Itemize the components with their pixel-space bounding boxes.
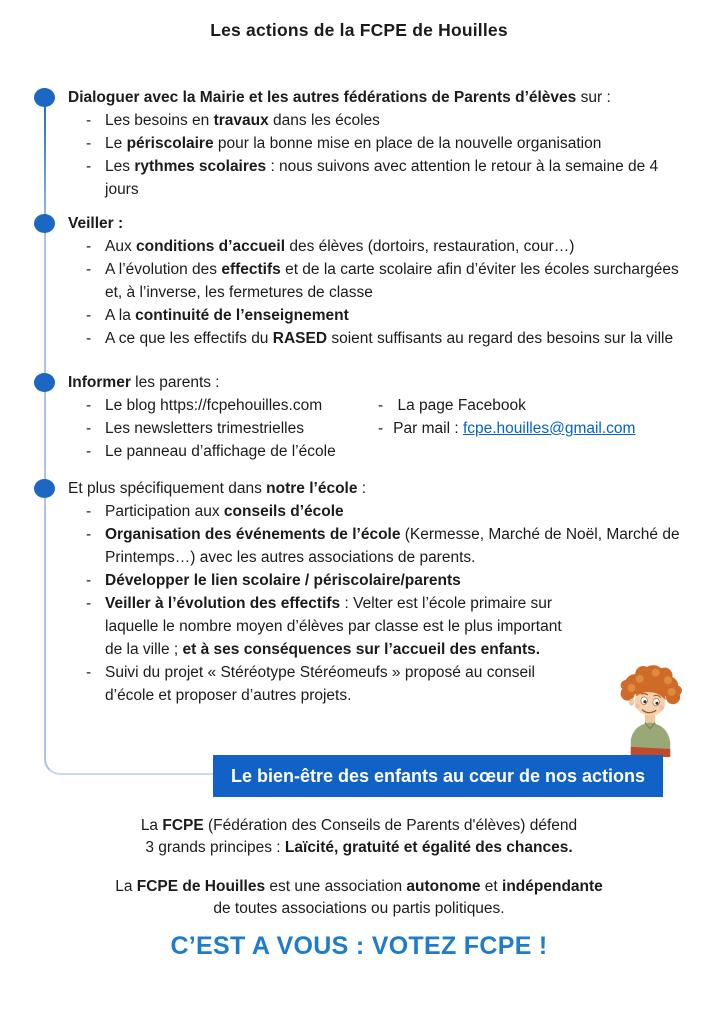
- list-item-text: [105, 440, 680, 463]
- list-item: [86, 394, 680, 417]
- section-header: [68, 477, 680, 500]
- text-run: autonome: [406, 878, 481, 895]
- bullet-list: [86, 394, 680, 463]
- timeline-dot-icon: [34, 214, 55, 233]
- text-run: : Velter est l’école primaire sur laquelle le nombre moyen d’élèves par classe est le plus important de la ville ;: [105, 595, 562, 658]
- list-item-text: [105, 394, 680, 417]
- bullet-dash: -: [86, 664, 92, 681]
- paragraph-line: [0, 837, 718, 859]
- timeline-dot-icon: [34, 479, 55, 498]
- list-item-text: [105, 235, 680, 258]
- list-item-text: [105, 304, 680, 327]
- text-run: Organisation des événements de l’école: [105, 526, 401, 543]
- text-run: Informer: [68, 374, 131, 391]
- banner-bien-etre: Le bien-être des enfants au cœur de nos actions: [213, 755, 663, 797]
- actions-timeline: [68, 86, 680, 707]
- bullet-dash: -: [86, 261, 92, 278]
- bullet-dash: -: [86, 330, 92, 347]
- bullet-dash: -: [86, 526, 92, 543]
- bullet-list: [86, 109, 680, 201]
- list-item: [86, 109, 680, 132]
- text-run: Le: [105, 135, 127, 152]
- text-run: :: [357, 480, 367, 497]
- list-item: [86, 440, 680, 463]
- timeline-section: [68, 371, 680, 463]
- bullet-dash: -: [86, 307, 92, 324]
- list-item-text: [105, 132, 680, 155]
- timeline-section: [68, 86, 680, 201]
- list-item: [86, 155, 680, 201]
- text-run: Aux: [105, 238, 137, 255]
- list-item: [86, 500, 680, 523]
- bullet-dash: -: [86, 112, 92, 129]
- section-header: [68, 212, 680, 235]
- text-run: (Kermesse, Marché de Noël, Marché de Printemps…) avec les autres associations de parents.: [105, 526, 680, 566]
- bullet-dash: -: [86, 420, 92, 437]
- text-run: soient suffisants au regard des besoins sur la ville: [327, 330, 674, 347]
- paragraph-line: [0, 898, 718, 920]
- text-run: La: [140, 817, 163, 834]
- bullet-dash: -: [86, 595, 92, 612]
- paragraph-line: [0, 876, 718, 898]
- timeline-dot-icon: [34, 373, 55, 392]
- list-item-text: [105, 592, 579, 661]
- bullet-dash: -: [86, 238, 92, 255]
- vote-cta-heading: C’EST A VOUS : VOTEZ FCPE !: [170, 932, 548, 960]
- bullet-dash: -: [86, 158, 92, 175]
- list-item-text: [105, 661, 551, 707]
- text-run: pour la bonne mise en place de la nouvelle organisation: [213, 135, 602, 152]
- text-run: conditions d’accueil: [136, 238, 286, 255]
- text-run: Par mail :: [393, 420, 463, 437]
- text-run: est une association: [265, 878, 407, 895]
- list-item: [86, 258, 680, 304]
- timeline-section: [68, 477, 680, 707]
- list-item: [86, 592, 680, 661]
- bullet-dash: -: [86, 572, 92, 589]
- list-item: [86, 417, 680, 440]
- list-item: [86, 235, 680, 258]
- text-run: (Fédération des Conseils de Parents d'élèves) défend: [203, 817, 578, 834]
- section-header: [68, 371, 680, 394]
- text-run: de toutes associations ou partis politiques.: [213, 900, 505, 917]
- text-run: A ce que les effectifs du: [105, 330, 273, 347]
- text-run: Le panneau d’affichage de l’école: [105, 443, 336, 460]
- list-item-text: [105, 417, 680, 440]
- text-run: continuité de l’enseignement: [135, 307, 349, 324]
- text-run: 3 grands principes :: [145, 839, 285, 856]
- paragraph-line: [0, 815, 718, 837]
- text-run: sur :: [576, 89, 611, 106]
- paragraph-fcpe-independence: [0, 876, 718, 920]
- text-run: FCPE: [162, 817, 204, 834]
- text-run: Veiller à l’évolution des effectifs: [105, 595, 341, 612]
- list-item: [86, 327, 680, 350]
- text-run: périscolaire: [126, 135, 214, 152]
- page-title: Les actions de la FCPE de Houilles: [210, 20, 508, 40]
- text-run: dans les écoles: [268, 112, 380, 129]
- text-run: indépendante: [502, 878, 603, 895]
- text-run: Les besoins en: [105, 112, 214, 129]
- bullet-dash: -: [86, 503, 92, 520]
- list-item-text: [105, 258, 680, 304]
- list-item-left-column: [105, 394, 378, 417]
- bullet-dash: -: [86, 135, 92, 152]
- timeline-dot-icon: [34, 88, 55, 107]
- list-item: [86, 132, 680, 155]
- text-run: rythmes scolaires: [134, 158, 267, 175]
- text-run: La: [115, 878, 137, 895]
- text-run: Veiller :: [68, 215, 124, 232]
- text-run: Les: [105, 158, 135, 175]
- text-run: les parents :: [130, 374, 220, 391]
- text-run: et à ses conséquences sur l’accueil des enfants.: [182, 641, 541, 658]
- list-item-text: [105, 109, 680, 132]
- text-run: Les newsletters trimestrielles: [105, 420, 304, 437]
- text-run: Développer le lien scolaire / périscolaire/parents: [105, 572, 461, 589]
- text-run: conseils d’école: [223, 503, 344, 520]
- text-run: et de la carte scolaire afin d’éviter les écoles surchargées et, à l’inverse, les fermetures de classe: [105, 261, 679, 301]
- text-run: RASED: [272, 330, 328, 347]
- text-run: A la: [105, 307, 136, 324]
- text-run: Suivi du projet « Stéréotype Stéréomeufs » proposé au conseil d’école et proposer d’autres projets.: [105, 664, 535, 704]
- bullet-dash: -: [378, 397, 384, 414]
- section-header: [68, 86, 680, 109]
- list-item: [86, 523, 680, 569]
- text-run: La page Facebook: [393, 397, 526, 414]
- text-run: travaux: [213, 112, 269, 129]
- email-link[interactable]: fcpe.houilles@gmail.com: [462, 420, 636, 437]
- text-run: Et plus spécifiquement dans: [68, 480, 267, 497]
- text-run: Participation aux: [105, 503, 224, 520]
- paragraph-fcpe-principles: [0, 815, 718, 859]
- text-run: Le blog https://fcpehouilles.com: [105, 397, 323, 414]
- text-run: effectifs: [221, 261, 281, 278]
- text-run: FCPE de Houilles: [136, 878, 266, 895]
- bullet-dash: -: [86, 443, 92, 460]
- timeline-section: [68, 212, 680, 350]
- list-item: [86, 304, 680, 327]
- text-run: et: [480, 878, 503, 895]
- text-run: des élèves (dortoirs, restauration, cour…): [285, 238, 575, 255]
- bullet-dash: -: [86, 397, 92, 414]
- bullet-dash: -: [378, 420, 384, 437]
- list-item-text: [105, 569, 680, 592]
- text-run: : nous suivons avec attention le retour à la semaine de 4 jours: [105, 158, 659, 198]
- text-run: Dialoguer avec la Mairie et les autres fédérations de Parents d’élèves: [68, 89, 577, 106]
- list-item-text: [105, 523, 680, 569]
- list-item: [86, 661, 680, 707]
- text-run: Laïcité, gratuité et égalité des chances.: [284, 839, 573, 856]
- child-cartoon-icon: [606, 662, 694, 757]
- text-run: A l’évolution des: [105, 261, 222, 278]
- list-item-text: [105, 155, 680, 201]
- bullet-list: [86, 500, 680, 707]
- list-item: [86, 569, 680, 592]
- list-item-text: [105, 500, 680, 523]
- text-run: notre l’école: [266, 480, 358, 497]
- list-item-left-column: [105, 417, 378, 440]
- bullet-list: [86, 235, 680, 350]
- list-item-text: [105, 327, 680, 350]
